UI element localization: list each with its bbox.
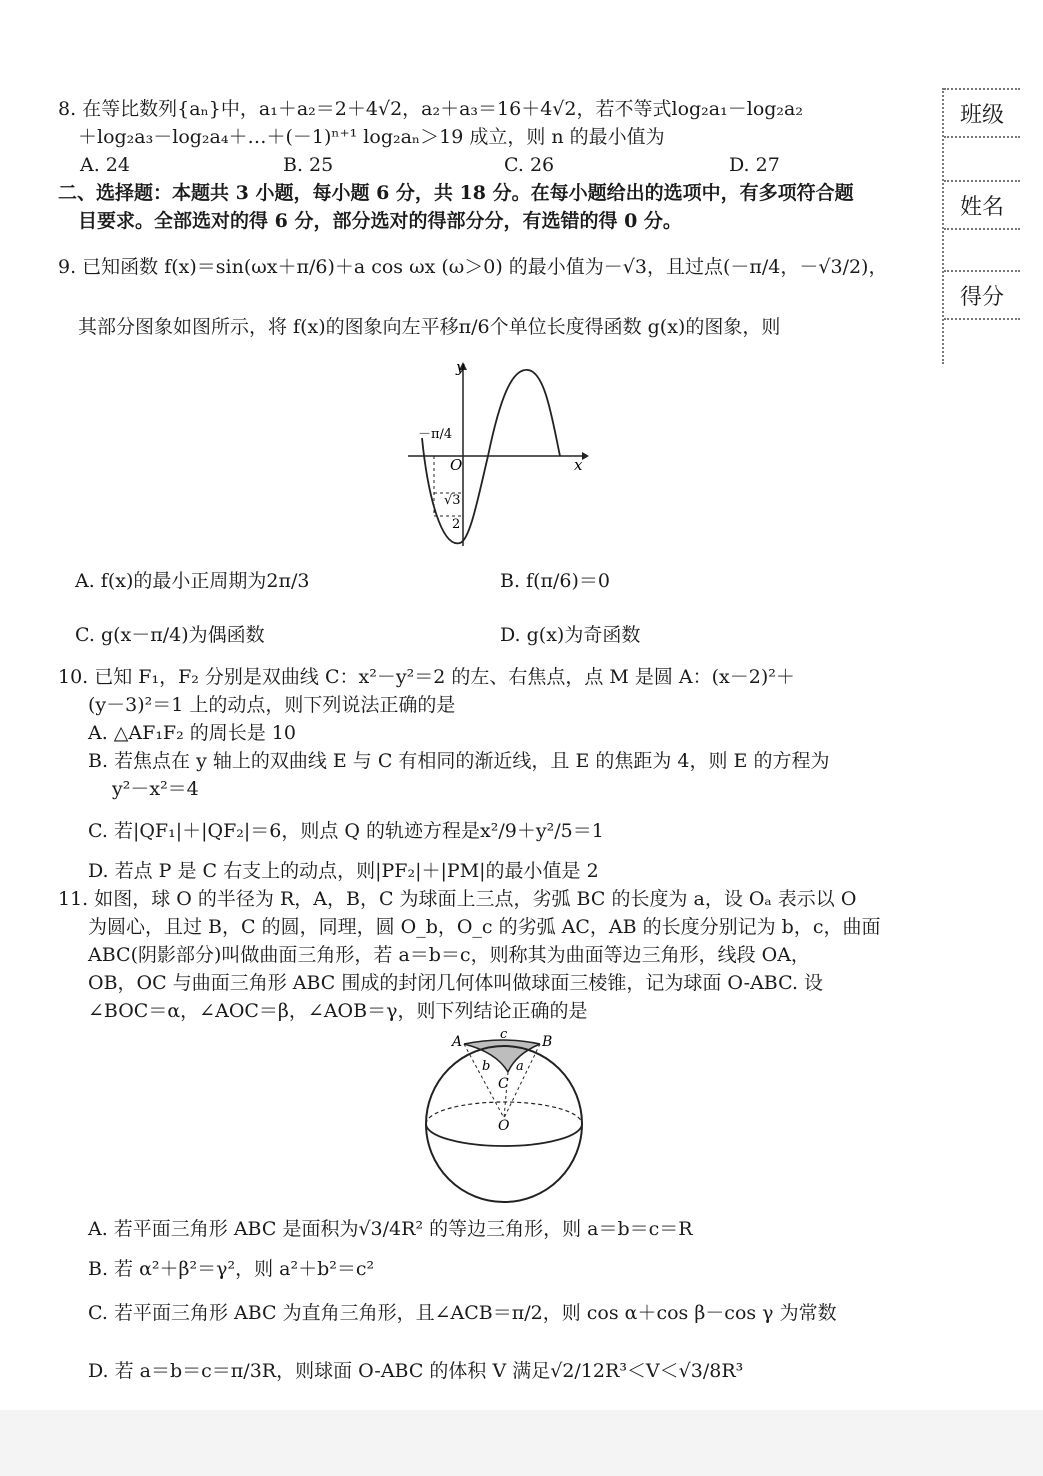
arc-b-label: b <box>482 1059 491 1074</box>
q8-line1: 8. 在等比数列{aₙ}中，a₁＋a₂＝2＋4√2，a₂＋a₃＝16＋4√2，若不等式log₂a₁－log₂a₂ <box>58 98 803 120</box>
q11-line2: 为圆心，且过 B，C 的圆，同理，圆 O_b，O_c 的劣弧 AC，AB 的长度分别记为 b，c，曲面 <box>88 916 881 938</box>
q11-sphere-figure <box>416 1028 592 1208</box>
q11-option-c: C. 若平面三角形 ABC 为直角三角形，且∠ACB＝π/2，则 cos α＋cos β－cos γ 为常数 <box>88 1302 837 1324</box>
q8-line2: ＋log₂a₃－log₂a₄＋…＋(－1)ⁿ⁺¹ log₂aₙ＞19 成立，则 n 的最小值为 <box>78 126 665 148</box>
page-bottom-margin <box>0 1410 1043 1476</box>
q8-option-d: D. 27 <box>729 154 780 176</box>
q11-line4: OB，OC 与曲面三角形 ABC 围成的封闭几何体叫做球面三棱锥，记为球面 O-ABC. 设 <box>88 972 824 994</box>
two-label: 2 <box>452 517 461 532</box>
point-o-label: O <box>498 1118 510 1134</box>
q9-option-c: C. g(x－π/4)为偶函数 <box>75 624 265 646</box>
arc-c-label: c <box>500 1028 508 1042</box>
x-axis-label: x <box>574 456 583 474</box>
class-field <box>944 88 1020 138</box>
student-info-box <box>942 88 1020 364</box>
sqrt3-label: √3 <box>444 493 461 508</box>
q10-option-c: C. 若|QF₁|＋|QF₂|＝6，则点 Q 的轨迹方程是x²/9＋y²/5＝1 <box>88 820 604 842</box>
q8-option-a: A. 24 <box>80 154 130 176</box>
q9-option-b: B. f(π/6)＝0 <box>500 570 610 592</box>
q11-option-a: A. 若平面三角形 ABC 是面积为√3/4R² 的等边三角形，则 a＝b＝c＝R <box>88 1218 693 1240</box>
arc-a-label: a <box>516 1059 524 1074</box>
score-label: 得分 <box>960 285 1005 310</box>
q10-line1: 10. 已知 F₁，F₂ 分别是双曲线 C：x²－y²＝2 的左、右焦点，点 M 是圆 A：(x－2)²＋ <box>58 666 795 688</box>
q9-function-graph <box>400 358 590 553</box>
neg-pi-4-label: －π/4 <box>418 427 453 442</box>
y-axis-label: y <box>456 358 465 376</box>
origin-label: O <box>450 456 463 474</box>
q10-option-a: A. △AF₁F₂ 的周长是 10 <box>88 722 296 744</box>
q9-line2: 其部分图象如图所示，将 f(x)的图象向左平移π/6个单位长度得函数 g(x)的图象，则 <box>78 316 781 338</box>
q10-option-b-line2: y²－x²＝4 <box>112 778 199 800</box>
name-label: 姓名 <box>960 195 1005 220</box>
q10-option-b-line1: B. 若焦点在 y 轴上的双曲线 E 与 C 有相同的渐近线，且 E 的焦距为 4，则 E 的方程为 <box>88 750 830 772</box>
q8-option-c: C. 26 <box>504 154 555 176</box>
q10-line2: (y－3)²＝1 上的动点，则下列说法正确的是 <box>88 694 456 716</box>
name-field <box>944 180 1020 230</box>
q11-option-d: D. 若 a＝b＝c＝π/3R，则球面 O-ABC 的体积 V 满足√2/12R³＜V＜√3/8R³ <box>88 1360 744 1382</box>
section2-heading-line1: 二、选择题：本题共 3 小题，每小题 6 分，共 18 分。在每小题给出的选项中，有多项符合题 <box>58 182 854 204</box>
x-axis-arrow <box>582 452 589 460</box>
point-a-label: A <box>452 1034 463 1050</box>
section2-heading-line2: 目要求。全部选对的得 6 分，部分选对的得部分分，有选错的得 0 分。 <box>78 210 682 232</box>
q11-option-b: B. 若 α²＋β²＝γ²，则 a²＋b²＝c² <box>88 1258 375 1280</box>
q9-line1: 9. 已知函数 f(x)＝sin(ωx＋π/6)＋a cos ωx (ω＞0) 的最小值为－√3，且过点(－π/4，－√3/2)， <box>58 256 888 278</box>
score-field <box>944 270 1020 320</box>
q11-line5: ∠BOC＝α，∠AOC＝β，∠AOB＝γ，则下列结论正确的是 <box>88 1000 588 1022</box>
point-c-label: C <box>498 1076 509 1092</box>
q11-line3: ABC(阴影部分)叫做曲面三角形，若 a＝b＝c，则称其为曲面等边三角形，线段 OA， <box>88 944 810 966</box>
q9-option-d: D. g(x)为奇函数 <box>500 624 641 646</box>
q9-option-a: A. f(x)的最小正周期为2π/3 <box>75 570 310 592</box>
class-label: 班级 <box>960 103 1005 128</box>
q11-line1: 11. 如图，球 O 的半径为 R，A，B，C 为球面上三点，劣弧 BC 的长度为 a，设 Oₐ 表示以 O <box>58 888 857 910</box>
q8-option-b: B. 25 <box>283 154 334 176</box>
point-b-label: B <box>542 1034 553 1050</box>
q10-option-d: D. 若点 P 是 C 右支上的动点，则|PF₂|＋|PM|的最小值是 2 <box>88 860 599 882</box>
